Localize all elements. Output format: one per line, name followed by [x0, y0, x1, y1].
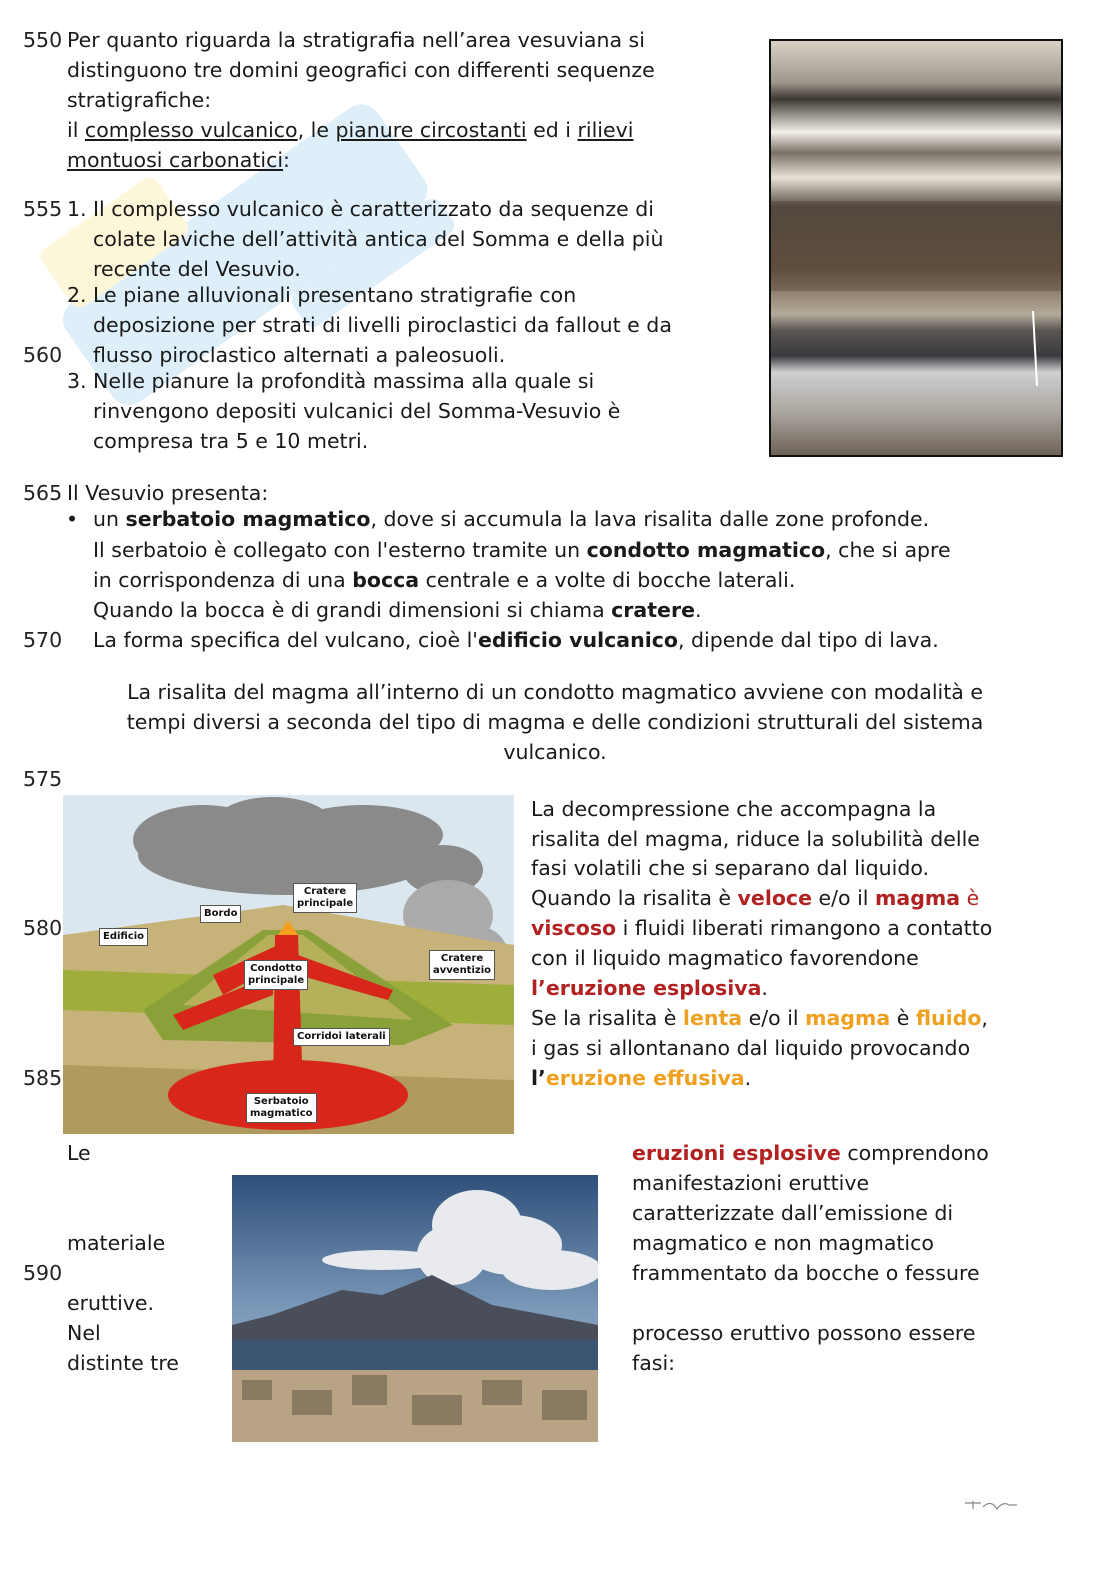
list-item-3-line-1: Nelle pianure la profondità massima alla quale si — [93, 369, 595, 393]
label-serbatoio-magmatico: Serbatoio magmatico — [246, 1093, 317, 1123]
label-corridoi-laterali: Corridoi laterali — [293, 1028, 390, 1046]
bottom-right-2: manifestazioni eruttive — [632, 1171, 870, 1195]
list-number-3: 3. — [67, 369, 87, 393]
intro-line-4: il complesso vulcanico, le pianure circostanti ed i rilievi — [67, 118, 634, 142]
bottom-left-5: distinte tre — [67, 1351, 179, 1375]
vesuvio-line-4: Quando la bocca è di grandi dimensioni si chiama cratere. — [93, 598, 702, 622]
label-cratere-avventizio: Cratere avventizio — [429, 950, 495, 980]
bottom-left-2: materiale — [67, 1231, 166, 1255]
bullet: • — [66, 507, 79, 531]
line-number: 580 — [23, 916, 63, 940]
list-item-2-line-3: flusso piroclastico alternati a paleosuoli. — [93, 343, 506, 367]
line-number: 550 — [23, 28, 63, 52]
centered-line-1: La risalita del magma all’interno di un condotto magmatico avviene con modalità e — [127, 680, 983, 704]
line-number: 555 — [23, 197, 63, 221]
signature-mark — [963, 1497, 1019, 1515]
decomp-line-5: viscoso i fluidi liberati rimangono a contatto — [531, 916, 993, 940]
link-complesso-vulcanico: complesso vulcanico — [84, 118, 298, 142]
decomp-line-10: l’eruzione effusiva. — [531, 1066, 752, 1090]
intro-line-5: montuosi carbonatici: — [67, 148, 290, 172]
list-item-1-line-1: Il complesso vulcanico è caratterizzato da sequenze di — [93, 197, 654, 221]
stratigraphy-photo — [769, 39, 1063, 457]
bottom-right-5: frammentato da bocche o fessure — [632, 1261, 980, 1285]
decomp-line-6: con il liquido magmatico favorendone — [531, 946, 919, 970]
list-number-2: 2. — [67, 283, 87, 307]
centered-line-3: vulcanico. — [503, 740, 607, 764]
vesuvio-line-2: Il serbatoio è collegato con l'esterno tramite un condotto magmatico, che si apre — [93, 538, 951, 562]
label-cratere-principale: Cratere principale — [293, 883, 357, 913]
list-item-3-line-3: compresa tra 5 e 10 metri. — [93, 429, 369, 453]
bottom-left-1: Le — [67, 1141, 91, 1165]
label-edificio: Edificio — [99, 928, 148, 946]
list-item-3-line-2: rinvengono depositi vulcanici del Somma-Vesuvio è — [93, 399, 621, 423]
vesuvio-line-5: La forma specifica del vulcano, cioè l'edificio vulcanico, dipende dal tipo di lava. — [93, 628, 939, 652]
bottom-left-4: Nel — [67, 1321, 101, 1345]
bottom-right-4: magmatico e non magmatico — [632, 1231, 934, 1255]
vesuvio-intro: Il Vesuvio presenta: — [67, 481, 269, 505]
intro-line-2: distinguono tre domini geografici con differenti sequenze — [67, 58, 655, 82]
decomp-line-2: risalita del magma, riduce la solubilità delle — [531, 827, 980, 851]
link-pianure-circostanti: pianure circostanti — [335, 118, 527, 142]
list-item-1-line-3: recente del Vesuvio. — [93, 257, 301, 281]
decomp-line-9: i gas si allontanano dal liquido provocando — [531, 1036, 971, 1060]
decomp-line-8: Se la risalita è lenta e/o il magma è fluido, — [531, 1006, 988, 1030]
list-item-2-line-2: deposizione per strati di livelli piroclastici da fallout e da — [93, 313, 672, 337]
line-number: 565 — [23, 481, 63, 505]
bottom-right-3: caratterizzate dall’emissione di — [632, 1201, 954, 1225]
list-item-2-line-1: Le piane alluvionali presentano stratigrafie con — [93, 283, 577, 307]
label-bordo: Bordo — [200, 905, 241, 923]
link-rilievi: rilievi — [577, 118, 634, 142]
list-number-1: 1. — [67, 197, 87, 221]
line-number: 590 — [23, 1261, 63, 1285]
intro-line-3: stratigrafiche: — [67, 88, 212, 112]
volcano-diagram — [63, 795, 514, 1134]
intro-line-1: Per quanto riguarda la stratigrafia nell’area vesuviana si — [67, 28, 645, 52]
list-item-1-line-2: colate laviche dell’attività antica del Somma e della più — [93, 227, 664, 251]
line-number: 575 — [23, 767, 63, 791]
decomp-line-1: La decompressione che accompagna la — [531, 797, 937, 821]
decomp-line-7: l’eruzione esplosiva. — [531, 976, 768, 1000]
vesuvius-eruption-photo — [232, 1175, 598, 1442]
vesuvio-line-3: in corrispondenza di una bocca centrale e a volte di bocche laterali. — [93, 568, 796, 592]
bottom-right-6: processo eruttivo possono essere — [632, 1321, 976, 1345]
vesuvio-line-1: un serbatoio magmatico, dove si accumula la lava risalita dalle zone profonde. — [93, 507, 930, 531]
bottom-right-1: eruzioni esplosive comprendono — [632, 1141, 989, 1165]
decomp-line-4: Quando la risalita è veloce e/o il magma è — [531, 886, 980, 910]
centered-line-2: tempi diversi a seconda del tipo di magma e delle condizioni strutturali del sistema — [126, 710, 984, 734]
line-number: 560 — [23, 343, 63, 367]
decomp-line-3: fasi volatili che si separano dal liquido. — [531, 856, 930, 880]
bottom-left-3: eruttive. — [67, 1291, 155, 1315]
line-number: 570 — [23, 628, 63, 652]
line-number: 585 — [23, 1066, 63, 1090]
label-condotto-principale: Condotto principale — [244, 960, 308, 990]
bottom-right-7: fasi: — [632, 1351, 676, 1375]
